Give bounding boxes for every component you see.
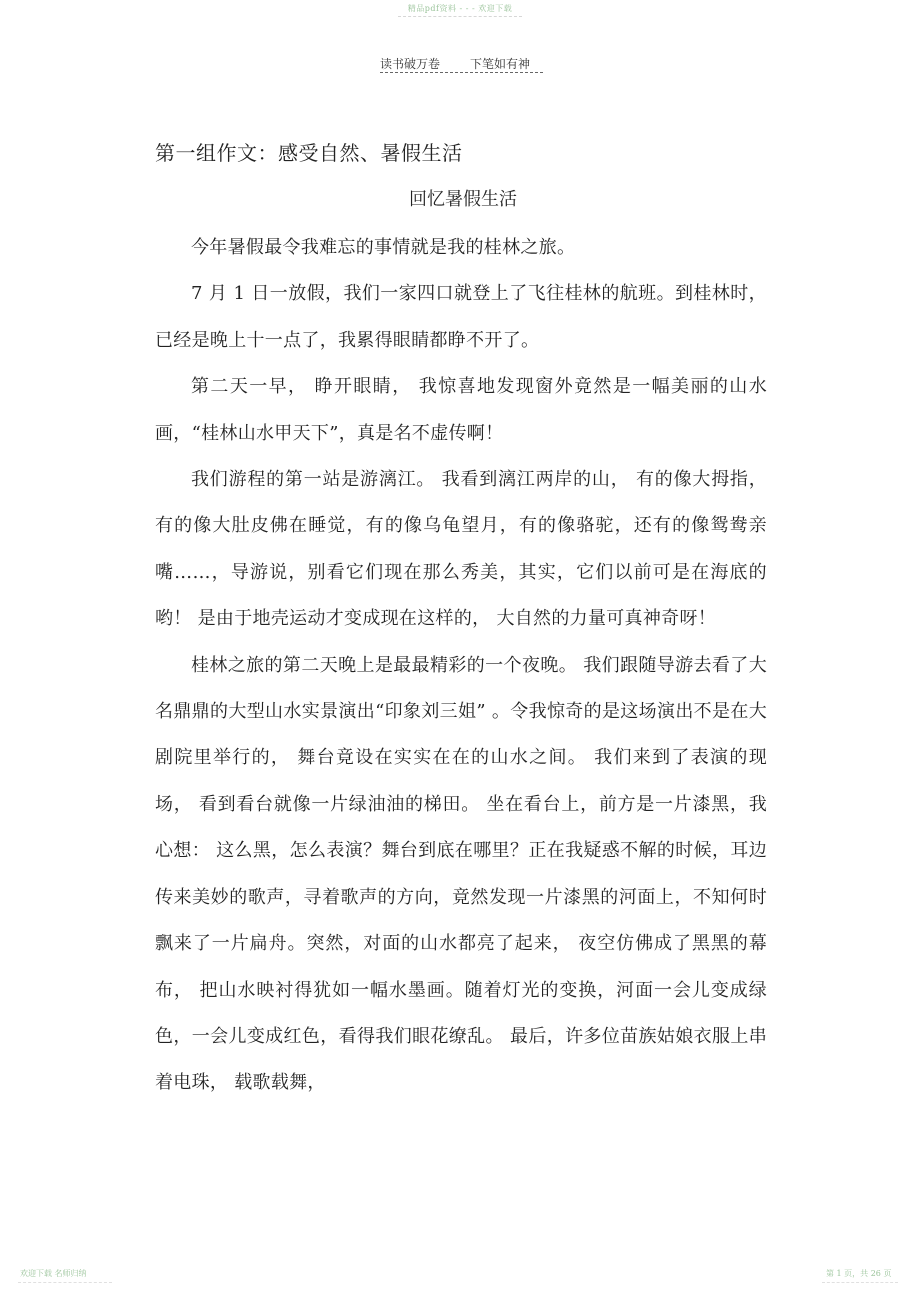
footer-divider-left bbox=[18, 1282, 112, 1283]
top-watermark-divider bbox=[398, 16, 522, 17]
essay-body bbox=[155, 225, 767, 1107]
top-watermark: 精品pdf资料 - - - 欢迎下载 bbox=[407, 4, 513, 13]
essay-title bbox=[0, 185, 920, 211]
section-title: 第一组作文：感受自然、暑假生活 bbox=[155, 141, 463, 165]
paragraph-4: 我们游程的第一站是游漓江。 我看到漓江两岸的山， 有的像大拇指，有的像大肚皮佛在睡觉，有的像乌龟望月，有的像骆驼，还有的像鸳鸯亲嘴……，导游说，别看它们现在那么秀美，其实，它们以前可是在海底的哟！ 是由于地壳运动才变成现在这样的， 大自然的力量可真神奇呀！ bbox=[155, 469, 767, 630]
paragraph-5: 桂林之旅的第二天晚上是最最精彩的一个夜晚。 我们跟随导游去看了大名鼎鼎的大型山水实景演出“印象刘三姐” 。令我惊奇的是这场演出不是在大剧院里举行的， 舞台竟设在实实在在的山水之间。 我们来到了表演的现场， 看到看台就像一片绿油油的梯田。 坐在看台上，前方是一片漆黑，我心想： 这么黑，怎么表演？舞台到底在哪里？正在我疑惑不解的时候，耳边传来美妙的歌声，寻着歌声的方向，竟然发现一片漆黑的河面上，不知何时飘来了一片扁舟。突然，对面的山水都亮了起来， 夜空仿佛成了黑黑的幕布， 把山水映衬得犹如一幅水墨画。随着灯光的变换，河面一会儿变成绿色，一会儿变成红色，看得我们眼花缭乱。 最后，许多位苗族姑娘衣服上串着电珠， 载歌载舞， bbox=[155, 654, 767, 1094]
footer-watermark-left: 欢迎下载 名师归纳 bbox=[20, 1269, 87, 1278]
paragraph-1: 今年暑假最令我难忘的事情就是我的桂林之旅。 bbox=[191, 237, 576, 258]
paragraph-2: 7 月 1 日一放假，我们一家四口就登上了飞往桂林的航班。到桂林时，已经是晚上十一点了，我累得眼睛都睁不开了。 bbox=[155, 283, 767, 351]
motto-left: 读书破万卷 bbox=[380, 57, 441, 71]
motto-right: 下笔如有神 bbox=[470, 57, 531, 71]
header-divider bbox=[380, 72, 543, 73]
footer-divider-right bbox=[822, 1282, 898, 1283]
page-number: 第 1 页，共 26 页 bbox=[826, 1269, 892, 1278]
paragraph-3: 第二天一早， 睁开眼睛， 我惊喜地发现窗外竟然是一幅美丽的山水画，“桂林山水甲天下”，真是名不虚传啊！ bbox=[155, 376, 767, 444]
header-motto bbox=[380, 55, 530, 72]
essay-title-text: 回忆暑假生活 bbox=[409, 189, 517, 210]
